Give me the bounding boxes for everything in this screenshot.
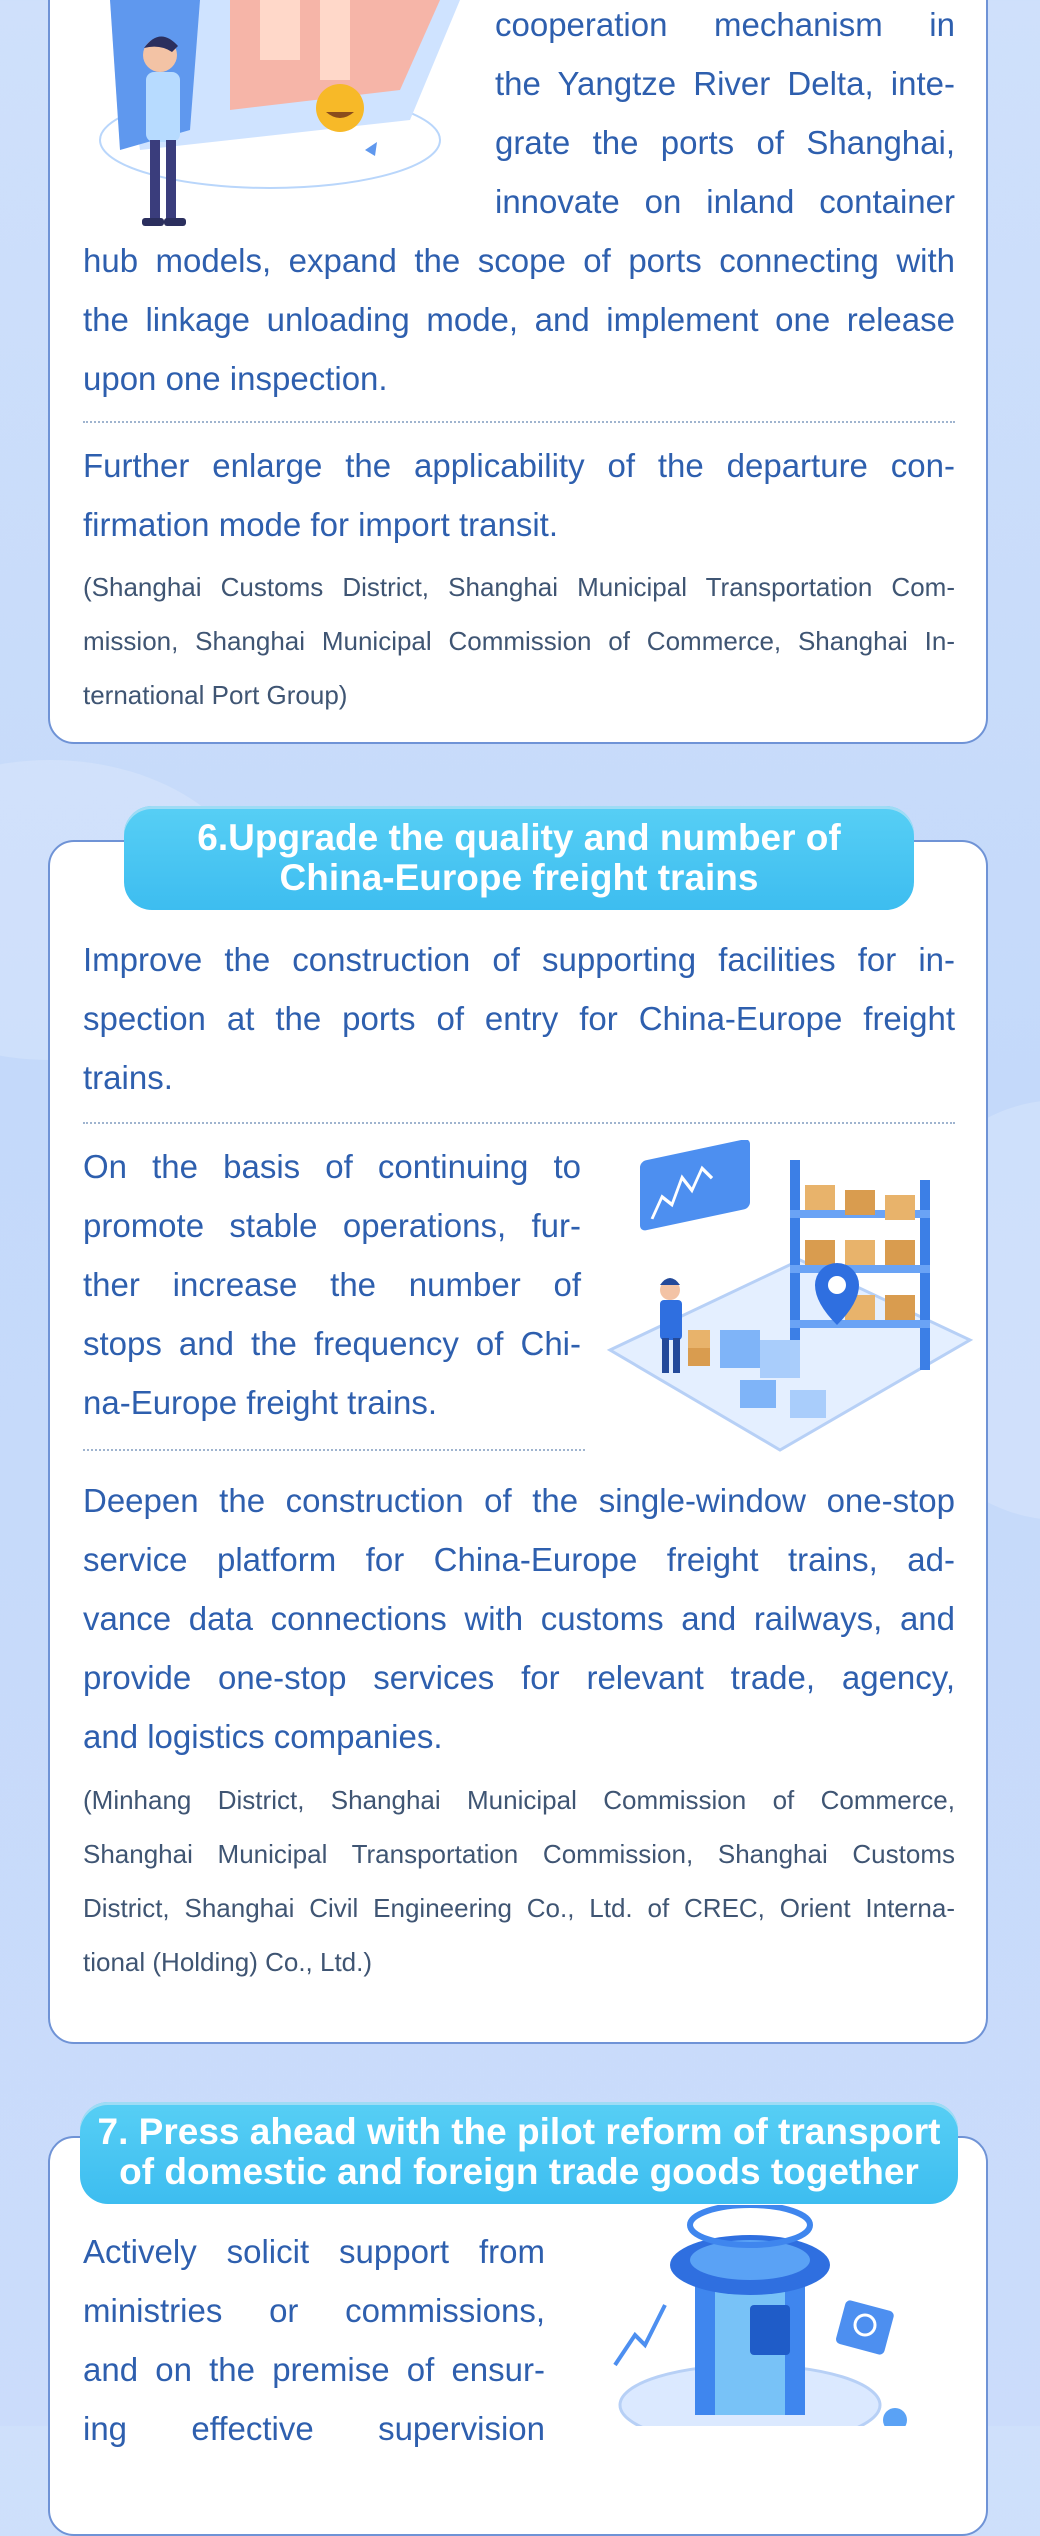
section7-title-banner bbox=[80, 2102, 958, 2204]
person-screen-illustration bbox=[80, 0, 480, 240]
section7-para1 bbox=[83, 2222, 545, 2458]
text-line: trains. bbox=[83, 1059, 173, 1096]
text-line: Actively solicit support from bbox=[83, 2233, 545, 2270]
section6-para1 bbox=[83, 930, 955, 1107]
text-line: ing effective supervision bbox=[83, 2410, 545, 2447]
text-line: upon one inspection. bbox=[83, 360, 388, 397]
text-line: Deepen the construction of the single-window one-stop bbox=[83, 1482, 955, 1519]
section6-para2 bbox=[83, 1137, 581, 1432]
section5-para1-full bbox=[83, 231, 955, 408]
text-line: stops and the frequency of Chi- bbox=[83, 1325, 581, 1362]
divider bbox=[83, 421, 955, 423]
text-line: mission, Shanghai Municipal Commission of Commerce, Shanghai In- bbox=[83, 626, 955, 656]
section-title-line: 7. Press ahead with the pilot reform of transport bbox=[97, 2111, 941, 2152]
text-line: cooperation mechanism in bbox=[495, 6, 955, 43]
text-line: ternational Port Group) bbox=[83, 680, 348, 710]
text-line: tional (Holding) Co., Ltd.) bbox=[83, 1947, 373, 1977]
section5-source bbox=[83, 560, 955, 722]
text-line: and logistics companies. bbox=[83, 1718, 443, 1755]
section-title-line: 6.Upgrade the quality and number of bbox=[197, 817, 841, 858]
text-line: (Minhang District, Shanghai Municipal Commission of Commerce, bbox=[83, 1785, 955, 1815]
divider bbox=[83, 1122, 955, 1124]
text-line: innovate on inland container bbox=[495, 183, 955, 220]
section6-source bbox=[83, 1773, 955, 1989]
text-line: Further enlarge the applicability of the departure con- bbox=[83, 447, 955, 484]
text-line: vance data connections with customs and railways, and bbox=[83, 1600, 955, 1637]
text-line: promote stable operations, fur- bbox=[83, 1207, 581, 1244]
text-line: the Yangtze River Delta, inte- bbox=[495, 65, 955, 102]
section6-para3 bbox=[83, 1471, 955, 1766]
divider bbox=[83, 1449, 585, 1451]
text-line: and on the premise of ensur- bbox=[83, 2351, 545, 2388]
section-title-line: China-Europe freight trains bbox=[279, 857, 759, 898]
text-line: On the basis of continuing to bbox=[83, 1148, 581, 1185]
warehouse-logistics-illustration bbox=[600, 1140, 980, 1470]
text-line: the linkage unloading mode, and implement one release bbox=[83, 301, 955, 338]
text-line: firmation mode for import transit. bbox=[83, 506, 558, 543]
text-line: na-Europe freight trains. bbox=[83, 1384, 438, 1421]
text-line: (Shanghai Customs District, Shanghai Municipal Transportation Com- bbox=[83, 572, 955, 602]
text-line: ministries or commissions, bbox=[83, 2292, 545, 2329]
section-title-line: of domestic and foreign trade goods together bbox=[119, 2151, 919, 2192]
section5-para1-right bbox=[495, 0, 955, 231]
section6-title-banner bbox=[124, 806, 914, 910]
text-line: service platform for China-Europe freight trains, ad- bbox=[83, 1541, 955, 1578]
text-line: District, Shanghai Civil Engineering Co., Ltd. of CREC, Orient Interna- bbox=[83, 1893, 955, 1923]
text-line: ther increase the number of bbox=[83, 1266, 581, 1303]
text-line: hub models, expand the scope of ports connecting with bbox=[83, 242, 955, 279]
text-line: provide one-stop services for relevant trade, agency, bbox=[83, 1659, 955, 1696]
text-line: spection at the ports of entry for China-Europe freight bbox=[83, 1000, 955, 1037]
text-line: grate the ports of Shanghai, bbox=[495, 124, 955, 161]
text-line: Improve the construction of supporting facilities for in- bbox=[83, 941, 955, 978]
section5-para2 bbox=[83, 436, 955, 554]
text-line: Shanghai Municipal Transportation Commission, Shanghai Customs bbox=[83, 1839, 955, 1869]
tech-platform-illustration bbox=[600, 2205, 940, 2426]
